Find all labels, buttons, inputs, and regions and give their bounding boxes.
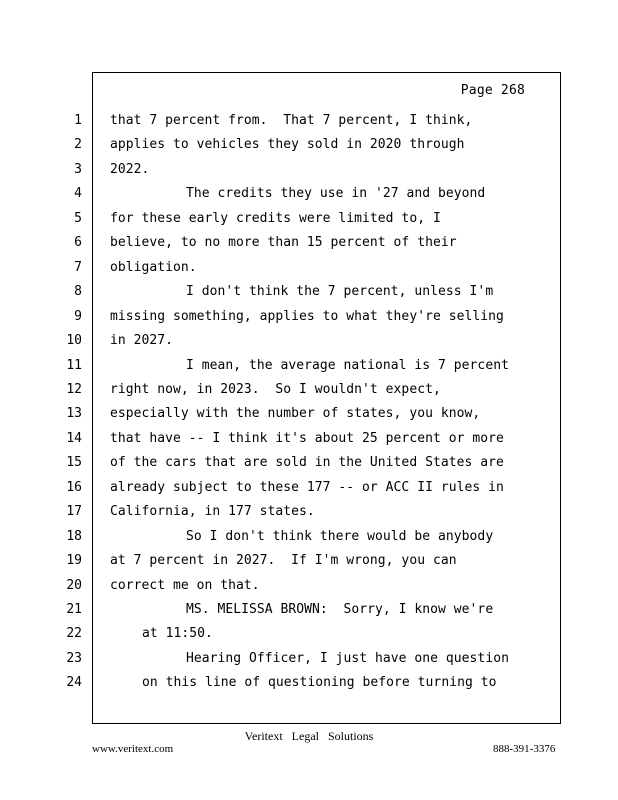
line-text: MS. MELISSA BROWN: Sorry, I know we're [186, 602, 494, 617]
page-number: Page 268 [460, 83, 525, 98]
line-text: correct me on that. [110, 578, 260, 593]
line-text: that 7 percent from. That 7 percent, I think, [110, 113, 473, 128]
line-number: 19 [66, 553, 82, 568]
line-text: Hearing Officer, I just have one question [186, 651, 509, 666]
line-text: I mean, the average national is 7 percent [186, 358, 509, 373]
line-number: 3 [74, 162, 82, 177]
line-text: believe, to no more than 15 percent of their [110, 235, 457, 250]
line-text: I don't think the 7 percent, unless I'm [186, 284, 494, 299]
line-number: 17 [66, 504, 82, 519]
line-text: in 2027. [110, 333, 174, 348]
line-number: 7 [74, 260, 82, 275]
line-text: California, in 177 states. [110, 504, 315, 519]
line-number: 4 [74, 186, 82, 201]
line-number: 6 [74, 235, 82, 250]
line-number: 5 [74, 211, 82, 226]
line-number: 18 [66, 529, 82, 544]
transcript-line [0, 529, 618, 553]
footer-website: www.veritext.com [92, 743, 174, 755]
transcript-line [0, 675, 618, 699]
transcript-line [0, 382, 618, 406]
line-text: especially with the number of states, you know, [110, 406, 481, 421]
transcript-line [0, 480, 618, 504]
transcript-line [0, 504, 618, 528]
transcript-line [0, 186, 618, 210]
footer-phone: 888-391-3376 [493, 743, 556, 755]
line-number: 14 [66, 431, 82, 446]
line-number: 12 [66, 382, 82, 397]
line-number: 21 [66, 602, 82, 617]
line-number: 22 [66, 626, 82, 641]
line-text: applies to vehicles they sold in 2020 through [110, 137, 465, 152]
transcript-line [0, 406, 618, 430]
line-number: 10 [66, 333, 82, 348]
transcript-line [0, 553, 618, 577]
line-number: 11 [66, 358, 82, 373]
line-number: 2 [74, 137, 82, 152]
line-number: 13 [66, 406, 82, 421]
transcript-line [0, 162, 618, 186]
line-text: that have -- I think it's about 25 percent or more [110, 431, 504, 446]
line-text: So I don't think there would be anybody [186, 529, 494, 544]
line-text: for these early credits were limited to, I [110, 211, 441, 226]
line-number: 23 [66, 651, 82, 666]
line-text: at 7 percent in 2027. If I'm wrong, you can [110, 553, 457, 568]
line-text: right now, in 2023. So I wouldn't expect, [110, 382, 441, 397]
line-number: 1 [74, 113, 82, 128]
line-number: 16 [66, 480, 82, 495]
transcript-line [0, 651, 618, 675]
transcript-line [0, 235, 618, 259]
line-text: The credits they use in '27 and beyond [186, 186, 486, 201]
transcript-line [0, 309, 618, 333]
transcript-line [0, 211, 618, 235]
transcript-line [0, 626, 618, 650]
transcript-line [0, 358, 618, 382]
transcript-line [0, 137, 618, 161]
transcript-line [0, 260, 618, 284]
transcript-line [0, 455, 618, 479]
line-text: 2022. [110, 162, 150, 177]
transcript-line [0, 602, 618, 626]
line-text: obligation. [110, 260, 197, 275]
transcript-line [0, 578, 618, 602]
footer-company: Veritext Legal Solutions [244, 729, 374, 743]
transcript-line [0, 431, 618, 455]
line-text: missing something, applies to what they're selling [110, 309, 504, 324]
line-text: at 11:50. [142, 626, 213, 641]
transcript-line [0, 333, 618, 357]
transcript-line [0, 284, 618, 308]
line-number: 24 [66, 675, 82, 690]
line-number: 20 [66, 578, 82, 593]
line-number: 9 [74, 309, 82, 324]
line-number: 8 [74, 284, 82, 299]
line-text: of the cars that are sold in the United States are [110, 455, 504, 470]
line-number: 15 [66, 455, 82, 470]
line-text: already subject to these 177 -- or ACC II rules in [110, 480, 504, 495]
transcript-line [0, 113, 618, 137]
line-text: on this line of questioning before turning to [142, 675, 497, 690]
